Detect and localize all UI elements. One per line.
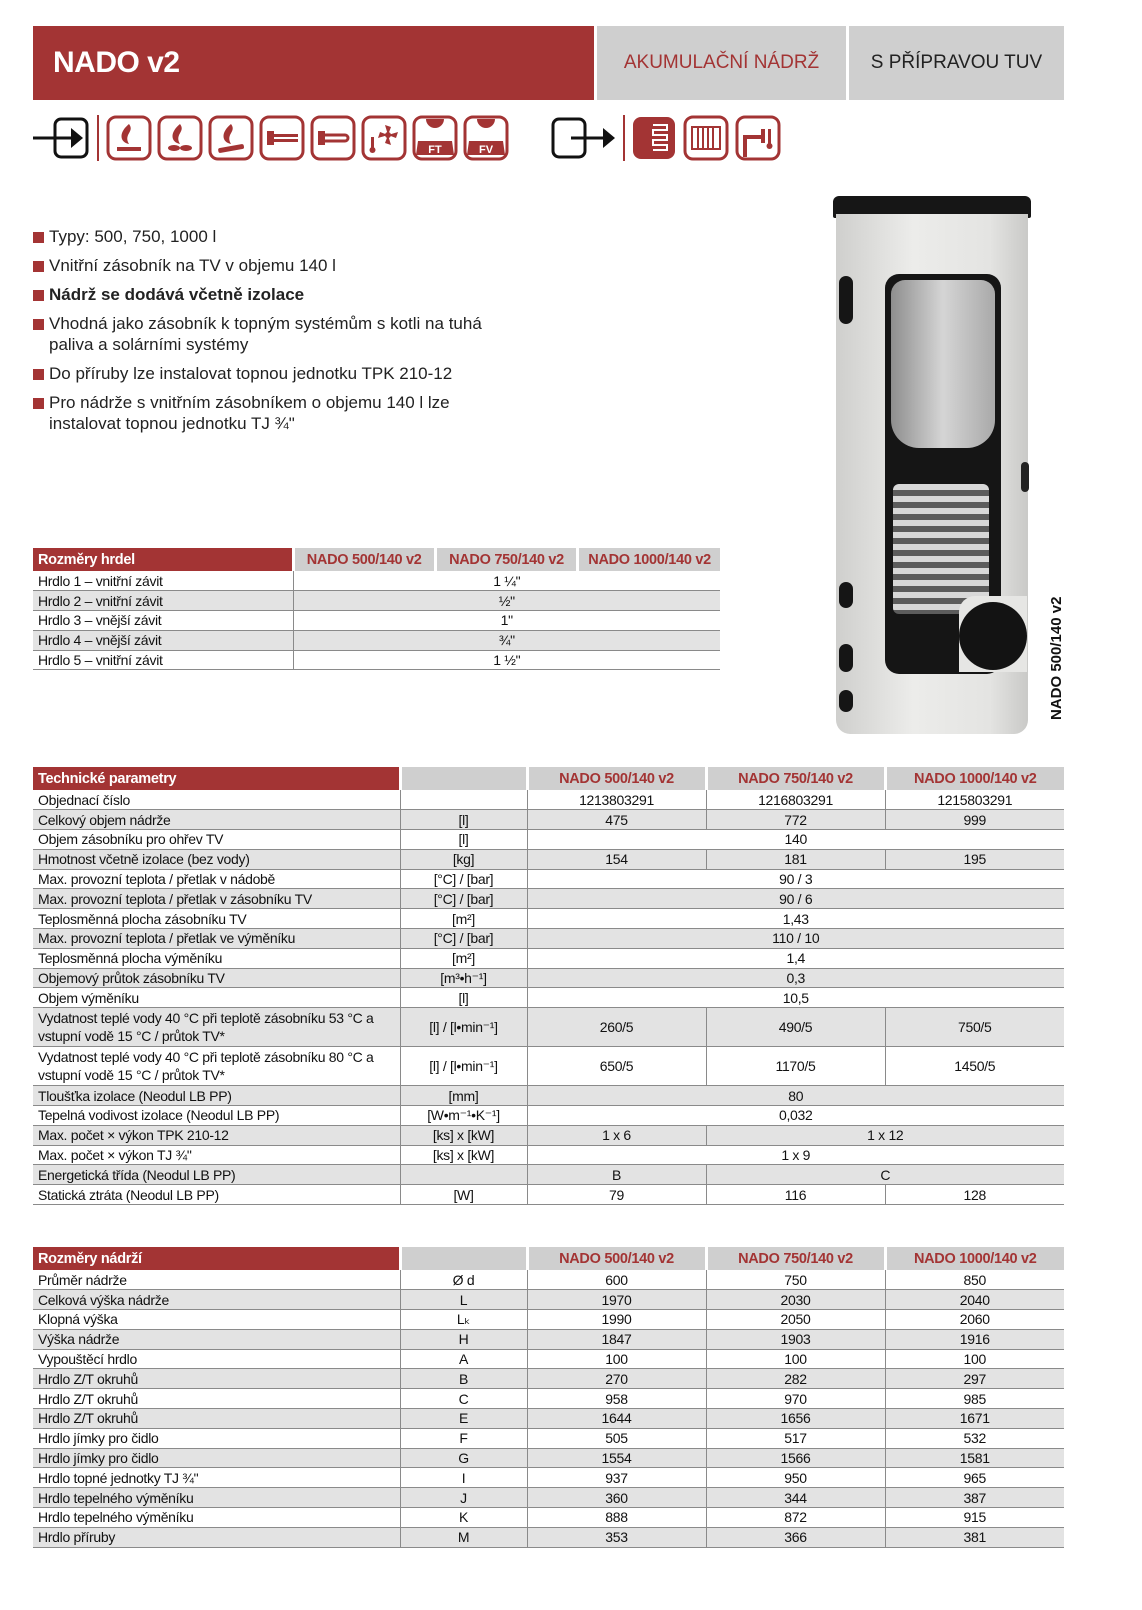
row-unit: [W•m⁻¹•K⁻¹] — [400, 1106, 527, 1126]
row-value: 0,032 — [527, 1106, 1064, 1126]
feature-item: Vhodná jako zásobník k topným systémům s kotli na tuhá paliva a solárními systémy — [33, 313, 513, 355]
row-value: 888 — [527, 1508, 706, 1528]
row-value: 950 — [706, 1468, 885, 1488]
row-label: Tloušťka izolace (Neodul LB PP) — [33, 1086, 400, 1106]
row-value: 140 — [527, 830, 1064, 850]
table-row — [33, 1527, 1064, 1547]
row-value: ¾" — [293, 630, 720, 650]
row-value: 1 ¼" — [293, 571, 720, 591]
model-header: NADO 750/140 v2 — [706, 767, 885, 790]
row-value: 2060 — [885, 1310, 1064, 1330]
row-value: 1671 — [885, 1409, 1064, 1429]
table-row — [33, 1165, 1064, 1185]
row-label: Hrdlo tepelného výměníku — [33, 1488, 400, 1508]
row-unit: [l] — [400, 830, 527, 850]
row-label: Max. počet × výkon TPK 210-12 — [33, 1125, 400, 1145]
row-value: 1903 — [706, 1329, 885, 1349]
row-value: 772 — [706, 810, 885, 830]
table-row — [33, 1349, 1064, 1369]
row-value: 958 — [527, 1389, 706, 1409]
row-value: 1 x 9 — [527, 1145, 1064, 1165]
table-row — [33, 1468, 1064, 1488]
row-unit: K — [400, 1508, 527, 1528]
table-row — [33, 1310, 1064, 1330]
row-label: Teplosměnná plocha zásobníku TV — [33, 909, 400, 929]
row-unit: Ø d — [400, 1270, 527, 1290]
product-image — [833, 196, 1031, 736]
row-value: 154 — [527, 849, 706, 869]
row-unit: C — [400, 1389, 527, 1409]
row-value: 1554 — [527, 1448, 706, 1468]
row-value: 1656 — [706, 1409, 885, 1429]
svg-text:FT: FT — [428, 144, 442, 156]
row-label: Hrdlo 5 – vnitřní závit — [33, 650, 293, 670]
connections-table — [33, 548, 720, 670]
table-row — [33, 909, 1064, 929]
row-label: Max. provozní teplota / přetlak v zásobníku TV — [33, 889, 400, 909]
table-row — [33, 869, 1064, 889]
row-unit: [°C] / [bar] — [400, 889, 527, 909]
row-value: 970 — [706, 1389, 885, 1409]
row-value: 10,5 — [527, 988, 1064, 1008]
table-row — [33, 1145, 1064, 1165]
electric-heater-short-icon — [310, 115, 356, 161]
row-value: 850 — [885, 1270, 1064, 1290]
table-row — [33, 611, 720, 631]
row-value: 90 / 3 — [527, 869, 1064, 889]
table-row — [33, 948, 1064, 968]
row-value: 1581 — [885, 1448, 1064, 1468]
table-row — [33, 1125, 1064, 1145]
row-label: Max. provozní teplota / přetlak ve výměníku — [33, 929, 400, 949]
table-row — [33, 1185, 1064, 1205]
row-value: 282 — [706, 1369, 885, 1389]
row-value: 872 — [706, 1508, 885, 1528]
row-value: 600 — [527, 1270, 706, 1290]
model-header: NADO 1000/140 v2 — [885, 767, 1064, 790]
row-unit: [kg] — [400, 849, 527, 869]
row-value: 1847 — [527, 1329, 706, 1349]
table-row — [33, 1448, 1064, 1468]
row-label: Hrdlo Z/T okruhů — [33, 1369, 400, 1389]
row-value: 0,3 — [527, 968, 1064, 988]
row-value: 1566 — [706, 1448, 885, 1468]
model-header: NADO 500/140 v2 — [293, 548, 435, 571]
row-unit: I — [400, 1468, 527, 1488]
row-value: 1 x 6 — [527, 1125, 706, 1145]
table-row — [33, 1389, 1064, 1409]
row-value: 100 — [885, 1349, 1064, 1369]
row-value: 1990 — [527, 1310, 706, 1330]
table-row — [33, 1369, 1064, 1389]
row-value: 1 ½" — [293, 650, 720, 670]
table-row — [33, 830, 1064, 850]
row-value: 650/5 — [527, 1047, 706, 1086]
row-unit: M — [400, 1527, 527, 1547]
row-label: Hrdlo Z/T okruhů — [33, 1409, 400, 1429]
row-value: 915 — [885, 1508, 1064, 1528]
row-value: 128 — [885, 1185, 1064, 1205]
table-title: Rozměry nádrží — [33, 1247, 400, 1270]
biomass-boiler-icon — [157, 115, 203, 161]
row-label: Vydatnost teplé vody 40 °C při teplotě zásobníku 80 °C a vstupní vodě 15 °C / průtok TV* — [33, 1047, 400, 1086]
table-header-row — [33, 767, 1064, 790]
hot-water-tap-icon — [735, 115, 781, 161]
row-label: Hrdlo Z/T okruhů — [33, 1389, 400, 1409]
row-value: 475 — [527, 810, 706, 830]
row-value: 116 — [706, 1185, 885, 1205]
row-value: ½" — [293, 591, 720, 611]
row-unit: [W] — [400, 1185, 527, 1205]
row-value: 1215803291 — [885, 790, 1064, 810]
table-title: Technické parametry — [33, 767, 400, 790]
heat-pump-icon — [361, 115, 407, 161]
row-label: Klopná výška — [33, 1310, 400, 1330]
row-value: 110 / 10 — [527, 929, 1064, 949]
row-value: 360 — [527, 1488, 706, 1508]
model-header: NADO 500/140 v2 — [527, 1247, 706, 1270]
table-row — [33, 1428, 1064, 1448]
row-label: Statická ztráta (Neodul LB PP) — [33, 1185, 400, 1205]
table-row — [33, 571, 720, 591]
row-label: Celkový objem nádrže — [33, 810, 400, 830]
row-label: Hrdlo tepelného výměníku — [33, 1508, 400, 1528]
row-value: 90 / 6 — [527, 889, 1064, 909]
row-label: Hrdlo 2 – vnitřní závit — [33, 591, 293, 611]
row-label: Hmotnost včetně izolace (bez vody) — [33, 849, 400, 869]
output-arrow-icon — [551, 115, 617, 161]
row-value: 270 — [527, 1369, 706, 1389]
row-label: Max. provozní teplota / přetlak v nádobě — [33, 869, 400, 889]
row-label: Objednací číslo — [33, 790, 400, 810]
solid-fuel-boiler-icon — [106, 115, 152, 161]
table-row — [33, 1508, 1064, 1528]
row-label: Hrdlo jímky pro čidlo — [33, 1448, 400, 1468]
table-row — [33, 1290, 1064, 1310]
row-label: Vydatnost teplé vody 40 °C při teplotě zásobníku 53 °C a vstupní vodě 15 °C / průtok TV* — [33, 1008, 400, 1047]
table-header-row — [33, 1247, 1064, 1270]
feature-item: Vnitřní zásobník na TV v objemu 140 l — [33, 255, 513, 276]
row-label: Hrdlo příruby — [33, 1527, 400, 1547]
row-unit: [ks] x [kW] — [400, 1145, 527, 1165]
row-value: 532 — [885, 1428, 1064, 1448]
table-row — [33, 1409, 1064, 1429]
solar-thermal-icon — [412, 115, 458, 161]
row-unit: [ks] x [kW] — [400, 1125, 527, 1145]
feature-item: Typy: 500, 750, 1000 l — [33, 226, 513, 247]
input-arrow-icon — [33, 115, 91, 161]
row-label: Hrdlo 4 – vnější závit — [33, 630, 293, 650]
row-value: 1450/5 — [885, 1047, 1064, 1086]
row-value: 79 — [527, 1185, 706, 1205]
row-unit: [m³•h⁻¹] — [400, 968, 527, 988]
category-tag-dhw: S PŘÍPRAVOU TUV — [849, 26, 1064, 100]
row-value: 490/5 — [706, 1008, 885, 1047]
row-unit — [400, 790, 527, 810]
row-label: Energetická třída (Neodul LB PP) — [33, 1165, 400, 1185]
feature-item: Do příruby lze instalovat topnou jednotku TPK 210-12 — [33, 363, 513, 384]
row-label: Hrdlo jímky pro čidlo — [33, 1428, 400, 1448]
row-label: Průměr nádrže — [33, 1270, 400, 1290]
table-row — [33, 1488, 1064, 1508]
row-value: 100 — [706, 1349, 885, 1369]
row-value: 1,43 — [527, 909, 1064, 929]
row-value: 750/5 — [885, 1008, 1064, 1047]
feature-item: Pro nádrže s vnitřním zásobníkem o objemu 140 l lze instalovat topnou jednotku TJ ¾" — [33, 392, 513, 434]
row-label: Vypouštěcí hrdlo — [33, 1349, 400, 1369]
model-header: NADO 500/140 v2 — [527, 767, 706, 790]
row-unit: E — [400, 1409, 527, 1429]
electric-heater-icon — [259, 115, 305, 161]
row-value: 985 — [885, 1389, 1064, 1409]
row-value: 353 — [527, 1527, 706, 1547]
row-unit: [°C] / [bar] — [400, 869, 527, 889]
row-unit: [l] / [l•min⁻¹] — [400, 1008, 527, 1047]
row-unit: [mm] — [400, 1086, 527, 1106]
table-row — [33, 1106, 1064, 1126]
row-value: 1916 — [885, 1329, 1064, 1349]
row-label: Hrdlo topné jednotky TJ ¾" — [33, 1468, 400, 1488]
model-header: NADO 1000/140 v2 — [578, 548, 720, 571]
row-unit: [m²] — [400, 948, 527, 968]
row-label: Tepelná vodivost izolace (Neodul LB PP) — [33, 1106, 400, 1126]
row-value: 297 — [885, 1369, 1064, 1389]
row-value: 195 — [885, 849, 1064, 869]
table-row — [33, 1008, 1064, 1047]
row-value: 2030 — [706, 1290, 885, 1310]
table-row — [33, 1270, 1064, 1290]
row-value: 1644 — [527, 1409, 706, 1429]
row-value: 1,4 — [527, 948, 1064, 968]
row-value: 100 — [527, 1349, 706, 1369]
table-row — [33, 1086, 1064, 1106]
table-row — [33, 810, 1064, 830]
row-value: 2050 — [706, 1310, 885, 1330]
row-value: 181 — [706, 849, 885, 869]
row-value: 1170/5 — [706, 1047, 885, 1086]
row-unit — [400, 1165, 527, 1185]
row-value: 1 x 12 — [706, 1125, 1064, 1145]
row-unit: L — [400, 1290, 527, 1310]
table-row — [33, 650, 720, 670]
row-unit: Lₖ — [400, 1310, 527, 1330]
table-row — [33, 968, 1064, 988]
table-header-row — [33, 548, 720, 571]
row-value: 260/5 — [527, 1008, 706, 1047]
model-header: NADO 750/140 v2 — [435, 548, 577, 571]
table-row — [33, 1329, 1064, 1349]
row-value: B — [527, 1165, 706, 1185]
product-image-label: NADO 500/140 v2 — [1048, 596, 1065, 720]
row-label: Objem zásobníku pro ohřev TV — [33, 830, 400, 850]
row-unit: [l] / [l•min⁻¹] — [400, 1047, 527, 1086]
row-unit: [l] — [400, 810, 527, 830]
row-unit: H — [400, 1329, 527, 1349]
svg-text:FV: FV — [478, 144, 494, 156]
table-row — [33, 1047, 1064, 1086]
row-label: Hrdlo 3 – vnější závit — [33, 611, 293, 631]
row-value: 1213803291 — [527, 790, 706, 810]
photovoltaic-icon — [463, 115, 509, 161]
row-value: 387 — [885, 1488, 1064, 1508]
row-label: Objem výměníku — [33, 988, 400, 1008]
row-unit: J — [400, 1488, 527, 1508]
row-label: Teplosměnná plocha výměníku — [33, 948, 400, 968]
row-value: 381 — [885, 1527, 1064, 1547]
technical-parameters-table — [33, 767, 1064, 1205]
feature-list — [33, 226, 513, 442]
table-row — [33, 889, 1064, 909]
row-value: 1" — [293, 611, 720, 631]
row-value: 1216803291 — [706, 790, 885, 810]
divider — [97, 115, 100, 161]
row-value: 937 — [527, 1468, 706, 1488]
row-value: C — [706, 1165, 1064, 1185]
row-label: Hrdlo 1 – vnitřní závit — [33, 571, 293, 591]
unit-header — [400, 767, 527, 790]
table-title: Rozměry hrdel — [33, 548, 293, 571]
row-value: 965 — [885, 1468, 1064, 1488]
table-row — [33, 591, 720, 611]
row-label: Výška nádrže — [33, 1329, 400, 1349]
model-header: NADO 750/140 v2 — [706, 1247, 885, 1270]
row-value: 366 — [706, 1527, 885, 1547]
row-value: 1970 — [527, 1290, 706, 1310]
row-unit: F — [400, 1428, 527, 1448]
category-tag-accumulation: AKUMULAČNÍ NÁDRŽ — [597, 26, 846, 100]
row-value: 999 — [885, 810, 1064, 830]
row-unit: B — [400, 1369, 527, 1389]
divider — [623, 115, 626, 161]
product-title: NADO v2 — [33, 26, 594, 100]
floor-heating-icon — [631, 115, 677, 161]
table-row — [33, 849, 1064, 869]
row-value: 344 — [706, 1488, 885, 1508]
row-unit: [m²] — [400, 909, 527, 929]
row-value: 80 — [527, 1086, 1064, 1106]
row-unit: [l] — [400, 988, 527, 1008]
tank-dimensions-table — [33, 1247, 1064, 1548]
row-label: Objemový průtok zásobníku TV — [33, 968, 400, 988]
table-row — [33, 988, 1064, 1008]
row-value: 517 — [706, 1428, 885, 1448]
row-unit: A — [400, 1349, 527, 1369]
radiator-icon — [683, 115, 729, 161]
table-row — [33, 929, 1064, 949]
table-row — [33, 630, 720, 650]
row-value: 2040 — [885, 1290, 1064, 1310]
row-value: 505 — [527, 1428, 706, 1448]
row-unit: G — [400, 1448, 527, 1468]
unit-header — [400, 1247, 527, 1270]
model-header: NADO 1000/140 v2 — [885, 1247, 1064, 1270]
feature-item: Nádrž se dodává včetně izolace — [33, 284, 513, 305]
row-unit: [°C] / [bar] — [400, 929, 527, 949]
row-label: Max. počet × výkon TJ ¾" — [33, 1145, 400, 1165]
row-label: Celková výška nádrže — [33, 1290, 400, 1310]
table-row — [33, 790, 1064, 810]
wood-boiler-icon — [208, 115, 254, 161]
row-value: 750 — [706, 1270, 885, 1290]
